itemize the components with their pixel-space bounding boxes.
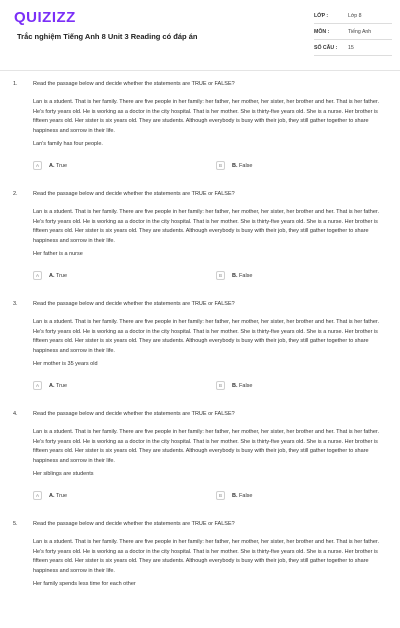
option-a-box[interactable]: A xyxy=(33,271,42,280)
question-number: 1. xyxy=(13,81,18,87)
question-number: 4. xyxy=(13,411,18,417)
reading-passage: Lan is a student. That is her family. There are five people in her family: her father, her mother, her sister, her brother and her. That is her father. He’s forty years old. He is working as a doctor in the city hospital. That is her mother. She is thirty-five years old. She is a nurse. Her brother is fifteen years old. Her sister is six years old. They are students. Although everybody is busy with their job, they still gather together to share happiness and sorrow in their life. xyxy=(33,209,379,245)
question-1 xyxy=(0,78,400,188)
question-3 xyxy=(0,298,400,408)
question-number: 2. xyxy=(13,191,18,197)
header-divider xyxy=(0,70,400,71)
option-letter: B. xyxy=(232,272,238,279)
option-b-box[interactable]: B xyxy=(216,161,225,170)
option-b-box[interactable]: B xyxy=(216,381,225,390)
question-prompt: Read the passage below and decide whether the statements are TRUE or FALSE? xyxy=(33,411,235,417)
meta-row-question-count xyxy=(314,40,392,56)
option-b[interactable] xyxy=(216,491,252,500)
option-a[interactable] xyxy=(33,271,67,280)
option-label: True xyxy=(55,272,68,279)
option-label: True xyxy=(55,492,68,499)
option-label: False xyxy=(239,162,253,169)
question-number: 3. xyxy=(13,301,18,307)
option-label: False xyxy=(239,272,253,279)
option-a[interactable] xyxy=(33,491,67,500)
question-prompt: Read the passage below and decide whether the statements are TRUE or FALSE? xyxy=(33,191,235,197)
meta-row-grade xyxy=(314,8,392,24)
option-a-box[interactable]: A xyxy=(33,491,42,500)
option-b[interactable] xyxy=(216,381,252,390)
meta-value: 15 xyxy=(348,44,354,51)
meta-label: MÔN : xyxy=(314,28,330,35)
option-letter: B. xyxy=(232,382,238,389)
worksheet-meta xyxy=(314,8,392,56)
question-statement: Lan’s family has four people. xyxy=(33,141,103,147)
option-a-box[interactable]: A xyxy=(33,161,42,170)
meta-row-subject xyxy=(314,24,392,40)
option-label: False xyxy=(239,382,253,389)
question-4 xyxy=(0,408,400,518)
option-b-box[interactable]: B xyxy=(216,491,225,500)
question-list xyxy=(0,78,400,628)
question-prompt: Read the passage below and decide whether the statements are TRUE or FALSE? xyxy=(33,301,235,307)
reading-passage: Lan is a student. That is her family. There are five people in her family: her father, her mother, her sister, her brother and her. That is her father. He’s forty years old. He is working as a doctor in the city hospital. That is her mother. She is thirty-five years old. She is a nurse. Her brother is fifteen years old. Her sister is six years old. They are students. Although everybody is busy with their job, they still gather together to share happiness and sorrow in their life. xyxy=(33,319,379,355)
meta-label: SỐ CÂU : xyxy=(314,44,338,51)
option-b[interactable] xyxy=(216,161,252,170)
option-a[interactable] xyxy=(33,381,67,390)
question-prompt: Read the passage below and decide whether the statements are TRUE or FALSE? xyxy=(33,81,235,87)
meta-label: LỚP : xyxy=(314,12,329,19)
option-label: True xyxy=(55,162,68,169)
question-statement: Her siblings are students xyxy=(33,471,94,477)
question-2 xyxy=(0,188,400,298)
option-letter: B. xyxy=(232,162,238,169)
worksheet-title: Trắc nghiệm Tiếng Anh 8 Unit 3 Reading có đáp án xyxy=(17,32,198,41)
question-statement: Her family spends less time for each other xyxy=(33,581,136,587)
reading-passage: Lan is a student. That is her family. There are five people in her family: her father, her mother, her sister, her brother and her. That is her father. He’s forty years old. He is working as a doctor in the city hospital. That is her mother. She is thirty-five years old. She is a nurse. Her brother is fifteen years old. Her sister is six years old. They are students. Although everybody is busy with their job, they still gather together to share happiness and sorrow in their life. xyxy=(33,99,379,135)
option-b-box[interactable]: B xyxy=(216,271,225,280)
question-number: 5. xyxy=(13,521,18,527)
option-letter: A. xyxy=(49,382,55,389)
option-letter: A. xyxy=(49,272,55,279)
option-letter: B. xyxy=(232,492,238,499)
worksheet-header xyxy=(0,0,400,70)
option-a[interactable] xyxy=(33,161,67,170)
option-a-box[interactable]: A xyxy=(33,381,42,390)
meta-value: Lớp 8 xyxy=(348,12,362,19)
reading-passage: Lan is a student. That is her family. There are five people in her family: her father, her mother, her sister, her brother and her. That is her father. He’s forty years old. He is working as a doctor in the city hospital. That is her mother. She is thirty-five years old. She is a nurse. Her brother is fifteen years old. Her sister is six years old. They are students. Although everybody is busy with their job, they still gather together to share happiness and sorrow in their life. xyxy=(33,539,379,575)
quizizz-logo: QUIZIZZ xyxy=(14,9,76,26)
option-letter: A. xyxy=(49,492,55,499)
option-letter: A. xyxy=(49,162,55,169)
question-prompt: Read the passage below and decide whether the statements are TRUE or FALSE? xyxy=(33,521,235,527)
question-5 xyxy=(0,518,400,628)
meta-value: Tiếng Anh xyxy=(348,28,372,35)
option-b[interactable] xyxy=(216,271,252,280)
option-label: True xyxy=(55,382,68,389)
reading-passage: Lan is a student. That is her family. There are five people in her family: her father, her mother, her sister, her brother and her. That is her father. He’s forty years old. He is working as a doctor in the city hospital. That is her mother. She is thirty-five years old. She is a nurse. Her brother is fifteen years old. Her sister is six years old. They are students. Although everybody is busy with their job, they still gather together to share happiness and sorrow in their life. xyxy=(33,429,379,465)
question-statement: Her mother is 35 years old xyxy=(33,361,98,367)
option-label: False xyxy=(239,492,253,499)
question-statement: Her father is a nurse xyxy=(33,251,83,257)
